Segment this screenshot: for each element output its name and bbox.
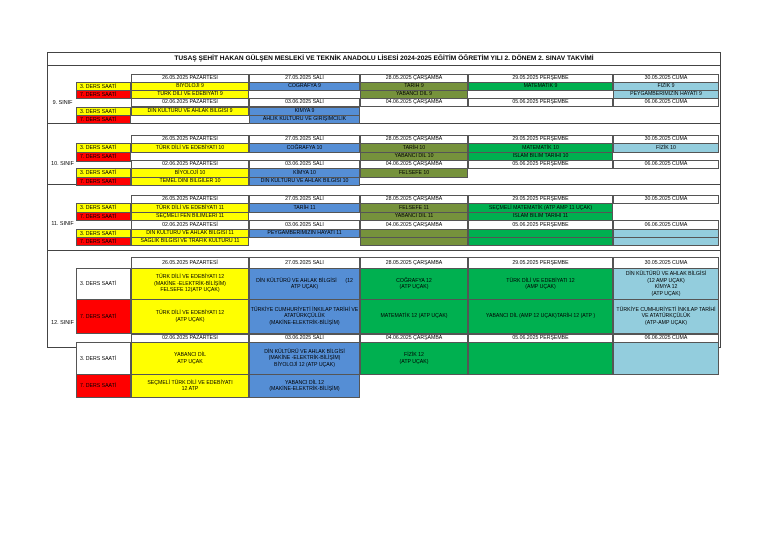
exam-cell: TARİH 9 — [360, 82, 468, 91]
exam-cell: DİN KÜLTÜRÜ VE AHLAK BİLGİSİ 10 — [249, 177, 360, 186]
lesson-hour-label: 7. DERS SAATİ — [76, 152, 131, 162]
exam-cell: YABANCI DİL 10 — [360, 152, 468, 161]
row-divider — [48, 250, 720, 251]
exam-line: (MAKİNE-ELEKTRİK-BİLİŞİM) — [269, 386, 340, 392]
exam-cell: FİZİK 9 — [613, 82, 719, 91]
date-header: 26.05.2025 PAZARTESİ — [131, 257, 249, 269]
date-header: 29.05.2025 PERŞEMBE — [468, 135, 613, 144]
exam-cell — [613, 237, 719, 246]
date-header: 27.05.2025 SALI — [249, 74, 360, 83]
exam-cell: YABANCI DİL 9 — [360, 90, 468, 99]
date-header: 27.05.2025 SALI — [249, 135, 360, 144]
exam-cell: BİYOLOJİ 9 — [131, 82, 249, 91]
exam-cell: YABANCI DİL 11 — [360, 212, 468, 221]
exam-cell: TÜRK DİLİ VE EDEBİYATI 9 — [131, 90, 249, 99]
date-header: 03.06.2025 SALI — [249, 160, 360, 169]
date-header: 27.05.2025 SALI — [249, 257, 360, 269]
exam-cell: TARİH 10 — [360, 143, 468, 153]
exam-line: DİN KÜLTÜRÜ VE AHLAK BİLGİSİ — [264, 348, 345, 355]
date-header: 04.06.2025 ÇARŞAMBA — [360, 220, 468, 230]
exam-cell — [131, 268, 249, 300]
date-header: 04.06.2025 ÇARŞAMBA — [360, 98, 468, 107]
exam-cell: PEYGAMBERİMİZİN HAYATI 9 — [613, 90, 719, 99]
exam-line: YABANCI DİL 12 — [285, 379, 324, 386]
date-header: 04.06.2025 ÇARŞAMBA — [360, 160, 468, 169]
date-header: 28.05.2025 ÇARŞAMBA — [360, 74, 468, 83]
exam-cell — [131, 374, 249, 398]
exam-line: TÜRK DİLİ VE EDEBİYATI 12 — [155, 274, 225, 281]
exam-line: TÜRKİYE CUMHURİYETİ İNKILAP TARİHİ VE — [250, 306, 359, 313]
exam-cell — [468, 299, 613, 334]
date-header: 29.05.2025 PERŞEMBE — [468, 257, 613, 269]
exam-cell: TARİH 11 — [249, 203, 360, 213]
lesson-hour-label: 3. DERS SAATİ — [76, 229, 131, 238]
exam-cell: MATEMATİK 9 — [468, 82, 613, 91]
exam-cell — [468, 237, 613, 246]
exam-line: (MAKİNE -ELEKTRİK-BİLİŞİM) — [154, 280, 226, 287]
date-header: 02.06.2025 PAZARTESİ — [131, 220, 249, 230]
lesson-hour-label: 7. DERS SAATİ — [76, 177, 131, 186]
exam-cell — [249, 268, 360, 300]
exam-cell: SEÇMELİ MATEMATİK (ATP AMP 11 UÇAK) — [468, 203, 613, 213]
lesson-hour-label: 7. DERS SAATİ — [76, 212, 131, 221]
exam-cell — [613, 342, 719, 375]
exam-line: (MAKİNE-ELEKTRİK-BİLİŞİM) — [269, 319, 340, 326]
exam-cell: SEÇMELİ FEN BİLİMLERİ 11 — [131, 212, 249, 221]
lesson-hour-label: 7. DERS SAATİ — [76, 374, 131, 398]
lesson-hour-label: 3. DERS SAATİ — [76, 342, 131, 375]
date-header: 05.06.2025 PERŞEMBE — [468, 220, 613, 230]
date-header: 05.06.2025 PERŞEMBE — [468, 98, 613, 107]
exam-line-part: DİN KÜLTÜRÜ VE AHLAK BİLGİSİ — [256, 277, 337, 284]
exam-line: (ATP UÇAK) — [399, 284, 429, 290]
exam-cell — [249, 299, 360, 334]
exam-line: (MAKİNE -ELEKTRİK-BİLİŞİM) — [268, 355, 341, 362]
exam-cell: İSLAM BİLİM TARİHİ 11 — [468, 212, 613, 221]
exam-cell — [468, 268, 613, 300]
date-header: 30.05.2025 CUMA — [613, 74, 719, 83]
exam-line: (12 AMP UÇAK) — [647, 277, 685, 284]
exam-line: VE ATATÜRKÇÜLÜK — [641, 313, 691, 320]
date-header: 05.06.2025 PERŞEMBE — [468, 160, 613, 169]
exam-line: TÜRK DİLİ VE EDEBİYATI 12 — [506, 277, 575, 284]
date-header: 28.05.2025 ÇARŞAMBA — [360, 135, 468, 144]
date-header: 28.05.2025 ÇARŞAMBA — [360, 195, 468, 204]
date-header: 28.05.2025 ÇARŞAMBA — [360, 257, 468, 269]
exam-line: YABANCI DİL — [174, 352, 206, 358]
exam-cell — [360, 237, 468, 246]
exam-cell: PEYGAMBERİMİZİN HAYATI 11 — [249, 229, 360, 238]
exam-cell: DİN KÜLTÜRÜ VE AHLAK BİLGİSİ 9 — [131, 107, 249, 116]
exam-cell — [613, 299, 719, 334]
exam-line: FİZİK 12 — [404, 352, 424, 358]
grade-label-10: 10. SINIF — [51, 161, 74, 167]
date-header: 02.06.2025 PAZARTESİ — [131, 160, 249, 169]
date-header: 26.05.2025 PAZARTESİ — [131, 195, 249, 204]
exam-line: (AMP UÇAK) — [525, 284, 556, 290]
exam-line-part: (12 — [345, 277, 353, 284]
exam-line: SEÇMELİ TÜRK DİLİ VE EDEBİYATI — [147, 379, 233, 386]
lesson-hour-label: 3. DERS SAATİ — [76, 268, 131, 300]
exam-cell: MATEMATİK 10 — [468, 143, 613, 153]
exam-line: TÜRKİYE CUMHURİYETİ İNKILAP TARİHİ — [616, 306, 716, 313]
date-header: 03.06.2025 SALI — [249, 220, 360, 230]
exam-cell: TÜRK DİLİ VE EDEBİYATI 10 — [131, 143, 249, 153]
date-header: 06.06.2025 CUMA — [613, 98, 719, 107]
exam-line: COĞRAFYA 12 — [396, 277, 432, 284]
exam-cell: TEMEL DİNİ BİLGİLER 10 — [131, 177, 249, 186]
exam-cell — [360, 299, 468, 334]
exam-cell: COĞRAFYA 9 — [249, 82, 360, 91]
exam-cell — [131, 299, 249, 334]
exam-cell: FELSEFE 11 — [360, 203, 468, 213]
exam-cell: FELSEFE 10 — [360, 168, 468, 178]
title-divider — [48, 65, 720, 66]
exam-cell: DİN KÜLTÜRÜ VE AHLAK BİLGİSİ 11 — [131, 229, 249, 238]
lesson-hour-label: 3. DERS SAATİ — [76, 107, 131, 116]
date-header: 03.06.2025 SALI — [249, 98, 360, 107]
exam-cell — [468, 342, 613, 375]
date-header: 27.05.2025 SALI — [249, 195, 360, 204]
lesson-hour-label: 7. DERS SAATİ — [76, 237, 131, 246]
lesson-hour-label: 7. DERS SAATİ — [76, 90, 131, 99]
exam-cell: FİZİK 10 — [613, 143, 719, 153]
date-header: 29.05.2025 PERŞEMBE — [468, 195, 613, 204]
exam-cell: KİMYA 9 — [249, 107, 360, 116]
exam-line: YABANCI DİL (AMP 12 UÇAK)TARİH 12 (ATP ) — [485, 313, 596, 320]
date-header: 29.05.2025 PERŞEMBE — [468, 74, 613, 83]
grade-label-12: 12. SINIF — [51, 320, 74, 326]
exam-cell: SAĞLIK BİLGİSİ VE TRAFİK KÜLTÜRÜ 11 — [131, 237, 249, 246]
date-header: 04.06.2025 ÇARŞAMBA — [360, 334, 468, 343]
date-header: 30.05.2025 CUMA — [613, 257, 719, 269]
exam-cell: TÜRK DİLİ VE EDEBİYATI 11 — [131, 203, 249, 213]
exam-line: DİN KÜLTÜRÜ VE AHLAK BİLGİSİ — [625, 271, 707, 277]
exam-line: ATP UÇAK) — [290, 284, 319, 290]
exam-cell: COĞRAFYA 10 — [249, 143, 360, 153]
exam-line: FELSEFE 12(ATP UÇAK) — [160, 287, 220, 294]
page-title: TUSAŞ ŞEHİT HAKAN GÜLŞEN MESLEKİ VE TEKNİK ANADOLU LİSESİ 2024-2025 EĞİTİM ÖĞRETİM YILI 2. DÖNEM 2. SINAV TAKVİMİ — [174, 55, 594, 62]
exam-line: (ATP UÇAK) — [651, 290, 681, 297]
exam-cell: KİMYA 10 — [249, 168, 360, 178]
date-header: 06.06.2025 CUMA — [613, 160, 719, 169]
lesson-hour-label: 7. DERS SAATİ — [76, 299, 131, 334]
exam-cell — [360, 268, 468, 300]
lesson-hour-label: 3. DERS SAATİ — [76, 203, 131, 213]
grade-label-9: 9. SINIF — [52, 100, 73, 106]
date-header: 06.06.2025 CUMA — [613, 220, 719, 230]
date-header: 05.06.2025 PERŞEMBE — [468, 334, 613, 343]
lesson-hour-label: 3. DERS SAATİ — [76, 168, 131, 178]
exam-cell — [360, 342, 468, 375]
exam-line: KİMYA 12 — [654, 284, 678, 290]
exam-line: 12 ATP — [181, 386, 199, 392]
date-header: 30.05.2025 CUMA — [613, 135, 719, 144]
exam-cell: İSLAM BİLİM TARİHİ 10 — [468, 152, 613, 161]
row-divider — [48, 123, 720, 124]
lesson-hour-label: 3. DERS SAATİ — [76, 82, 131, 91]
exam-cell — [613, 268, 719, 300]
exam-line: (ATP UÇAK) — [175, 316, 205, 323]
date-header: 26.05.2025 PAZARTESİ — [131, 74, 249, 83]
exam-line: (ATP-AMP UÇAK) — [645, 319, 687, 326]
exam-cell: BİYOLOJİ 10 — [131, 168, 249, 178]
exam-line: (ATP UÇAK) — [399, 358, 429, 365]
exam-line: ATP UÇAK — [177, 358, 203, 365]
exam-cell — [249, 342, 360, 375]
exam-line: BİYOLOJİ 12 (ATP UÇAK) — [274, 361, 335, 368]
lesson-hour-label: 7. DERS SAATİ — [76, 115, 131, 124]
date-header: 02.06.2025 PAZARTESİ — [131, 334, 249, 343]
date-header: 03.06.2025 SALI — [249, 334, 360, 343]
exam-line: ATATÜRKÇÜLÜK — [284, 313, 325, 320]
grade-label-11: 11. SINIF — [51, 221, 74, 227]
date-header: 02.06.2025 PAZARTESİ — [131, 98, 249, 107]
date-header: 30.05.2025 CUMA — [613, 195, 719, 204]
exam-cell — [249, 374, 360, 398]
exam-cell: AHLİK KÜLTÜRÜ VE GİRİŞİMCİLİK — [249, 115, 360, 124]
lesson-hour-label: 3. DERS SAATİ — [76, 143, 131, 153]
exam-line: MATEMATİK 12 (ATP UÇAK) — [380, 313, 448, 320]
exam-cell — [131, 342, 249, 375]
exam-line: TÜRK DİLİ VE EDEBİYATI 12 — [155, 310, 225, 316]
date-header: 06.06.2025 CUMA — [613, 334, 719, 343]
date-header: 26.05.2025 PAZARTESİ — [131, 135, 249, 144]
